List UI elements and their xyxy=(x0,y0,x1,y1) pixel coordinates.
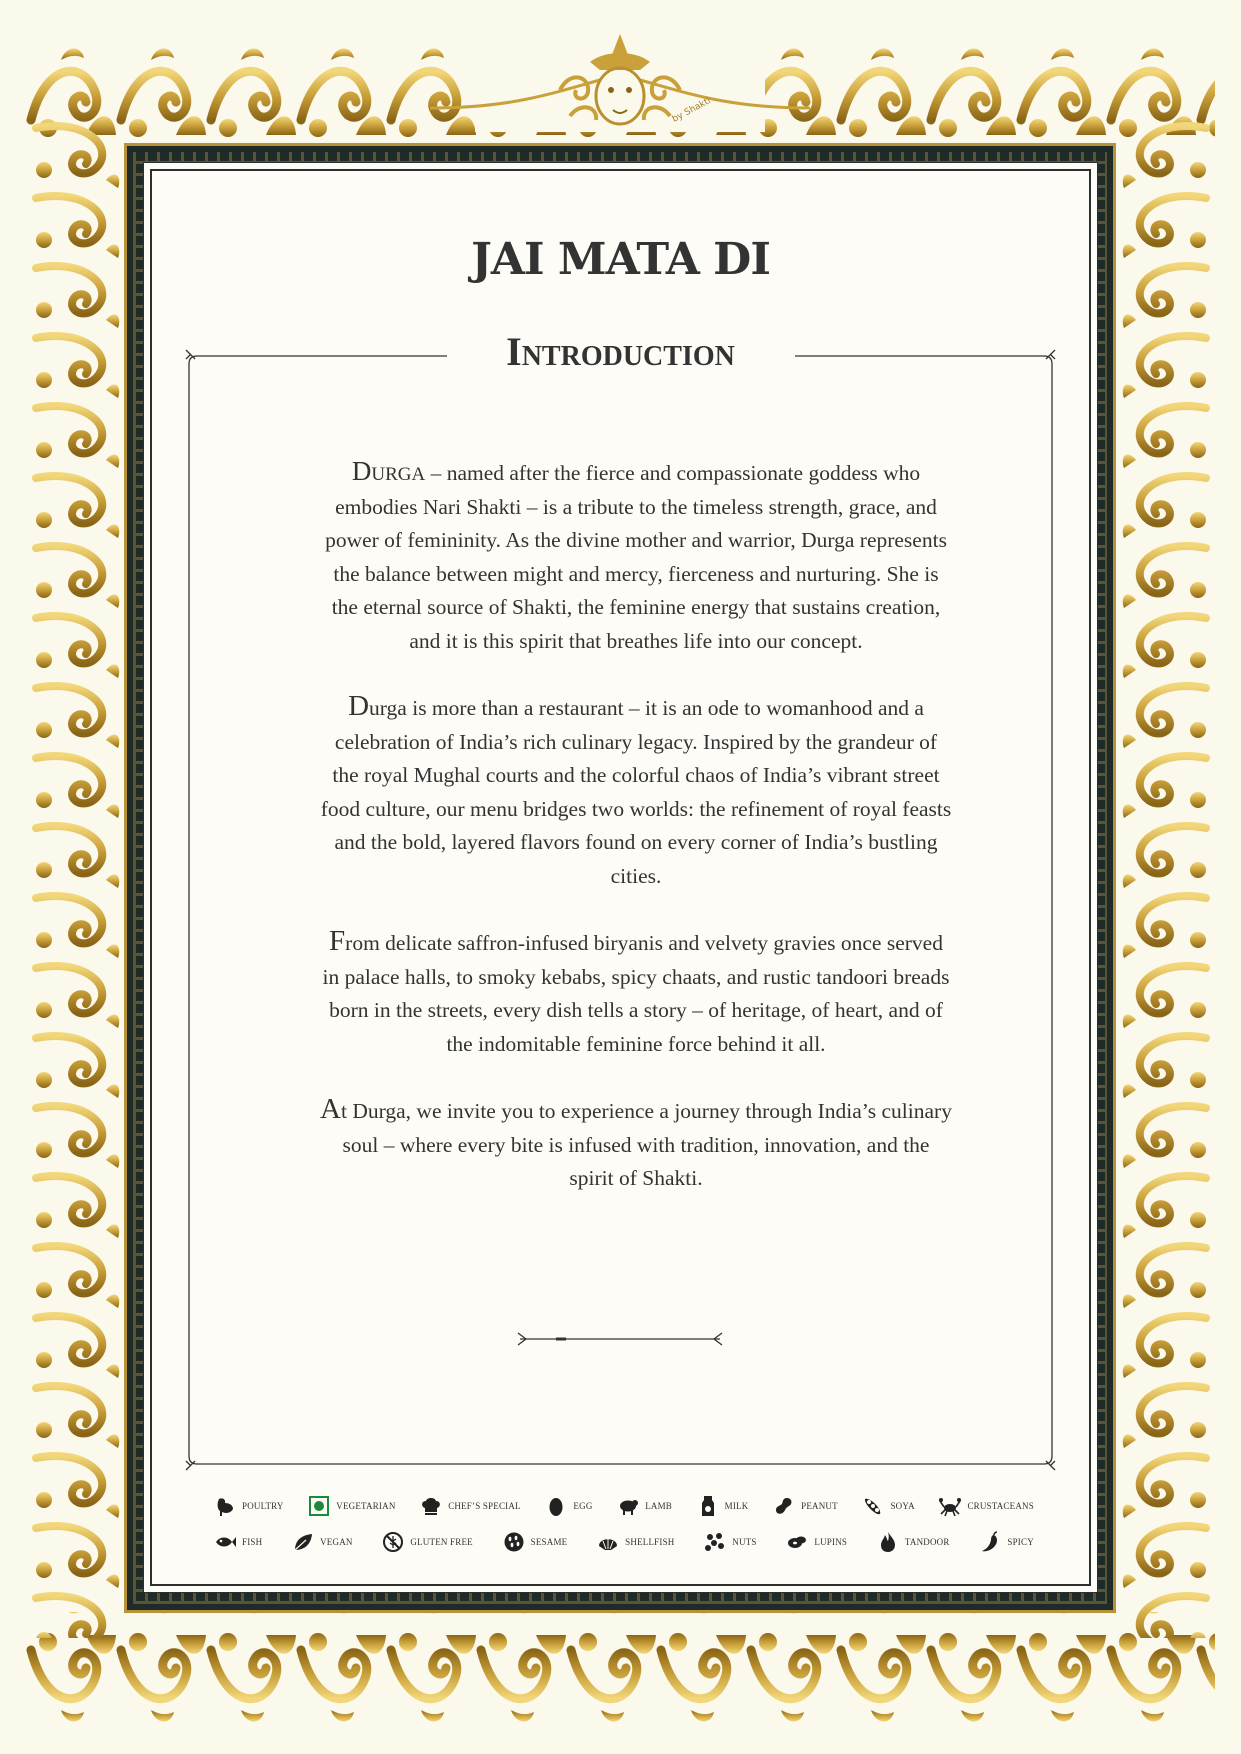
legend-item: SESAME xyxy=(503,1531,568,1553)
lupins-icon xyxy=(786,1531,808,1553)
crest-signature: by Shakti xyxy=(670,96,713,125)
legend-item: LAMB xyxy=(617,1495,672,1517)
lamb-icon xyxy=(617,1495,639,1517)
section-divider xyxy=(516,1331,724,1347)
tandoor-icon xyxy=(877,1531,899,1553)
legend-item: POULTRY xyxy=(214,1495,284,1517)
goddess-crest xyxy=(430,30,810,132)
crustaceans-icon xyxy=(939,1495,961,1517)
soya-icon xyxy=(862,1495,884,1517)
dropcap-1: Durga xyxy=(351,456,426,486)
spicy-icon xyxy=(979,1531,1001,1553)
legend-item: SPICY xyxy=(979,1531,1034,1553)
legend-item: CHEF’S SPECIAL xyxy=(420,1495,521,1517)
legend-item: GLUTEN FREE xyxy=(382,1531,472,1553)
introduction-body xyxy=(320,455,952,1228)
legend-item: MILK xyxy=(697,1495,749,1517)
gluten-free-icon xyxy=(382,1531,404,1553)
intro-paragraph-3: From delicate saffron-infused biryanis and velvety gravies once served in palace halls, to smoky kebabs, spicy chaats, and rustic tandoori breads born in the streets, every dish tells a story – of heritage, of heart, and of the indomitable feminine force behind it all. xyxy=(322,925,950,1056)
peanut-icon xyxy=(773,1495,795,1517)
page-title: JAI MATA DI xyxy=(471,234,770,285)
shellfish-icon xyxy=(597,1531,619,1553)
sesame-icon xyxy=(503,1531,525,1553)
legend-item: CRUSTACEANS xyxy=(939,1495,1034,1517)
dropcap-3: F xyxy=(329,925,346,957)
dropcap-4: A xyxy=(320,1093,341,1125)
chefs-special-icon xyxy=(420,1495,442,1517)
legend-item: TANDOOR xyxy=(877,1531,950,1553)
section-title: Introduction xyxy=(506,329,735,374)
dropcap-2: D xyxy=(348,690,370,722)
legend-row-2 xyxy=(214,1524,1034,1560)
allergen-legend xyxy=(214,1488,1034,1560)
intro-paragraph-1: Durga – named after the fierce and compassionate goddess who embodies Nari Shakti – is a tribute to the timeless strength, grace, and power of femininity. As the divine mother and warrior, Durga represents the balance between might and mercy, fierceness and nurturing. She is the eternal source of Shakti, the feminine energy that sustains creation, and it is this spirit that breathes life into our concept. xyxy=(325,456,947,653)
legend-item: PEANUT xyxy=(773,1495,838,1517)
intro-paragraph-2: Durga is more than a restaurant – it is an ode to womanhood and a celebration of India’s rich culinary legacy. Inspired by the grandeur of the royal Mughal courts and the colorful chaos of India’s vibrant street food culture, our menu bridges two worlds: the refinement of royal feasts and the bold, layered flavors found on every corner of India’s bustling cities. xyxy=(320,690,952,888)
legend-item: VEGETARIAN xyxy=(308,1495,395,1517)
milk-icon xyxy=(697,1495,719,1517)
legend-item: SOYA xyxy=(862,1495,914,1517)
fish-icon xyxy=(214,1531,236,1553)
legend-item: VEGAN xyxy=(292,1531,353,1553)
vegan-icon xyxy=(292,1531,314,1553)
legend-item: FISH xyxy=(214,1531,262,1553)
legend-item: SHELLFISH xyxy=(597,1531,674,1553)
legend-item: EGG xyxy=(545,1495,592,1517)
ornate-border-bottom xyxy=(26,1612,1215,1730)
nuts-icon xyxy=(704,1531,726,1553)
legend-row-1 xyxy=(214,1488,1034,1524)
vegetarian-icon xyxy=(308,1495,330,1517)
poultry-icon xyxy=(214,1495,236,1517)
intro-paragraph-4: At Durga, we invite you to experience a journey through India’s culinary soul – where every bite is infused with tradition, innovation, and the spirit of Shakti. xyxy=(320,1093,952,1190)
legend-item: LUPINS xyxy=(786,1531,847,1553)
legend-item: NUTS xyxy=(704,1531,756,1553)
egg-icon xyxy=(545,1495,567,1517)
